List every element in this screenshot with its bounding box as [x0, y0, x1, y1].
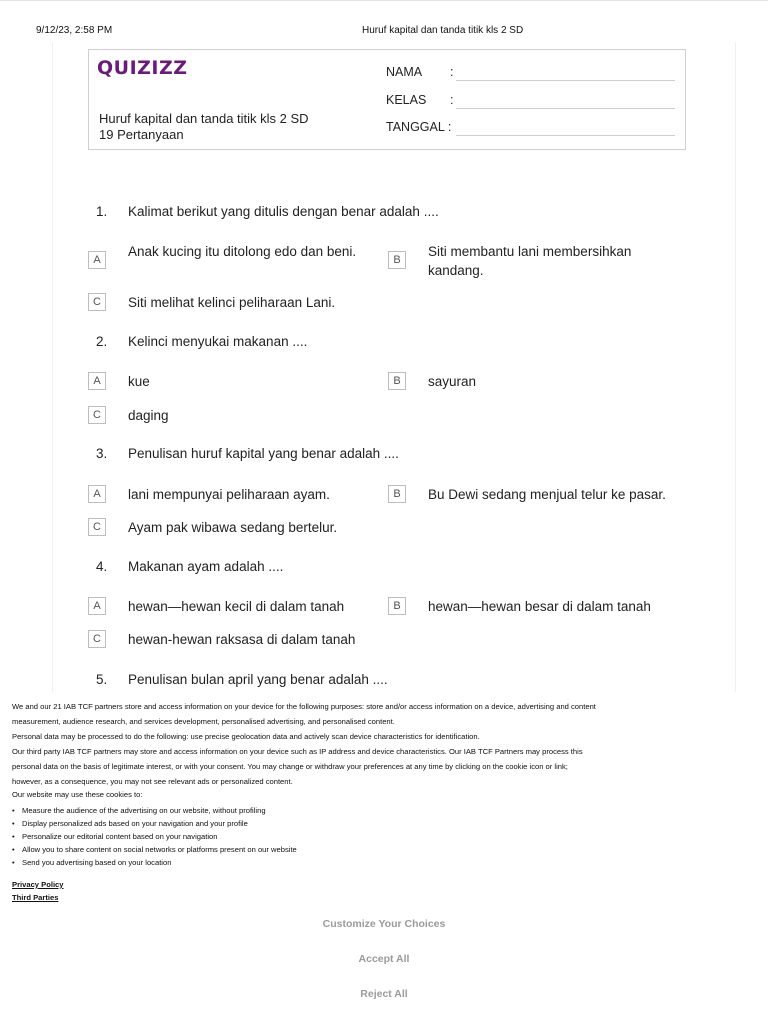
consent-text-line: however, as a consequence, you may not see relevant ads or personalized content. [12, 777, 293, 786]
question-text: Makanan ayam adalah .... [128, 559, 284, 574]
question-count: 19 Pertanyaan [99, 127, 184, 142]
class-field-line [456, 108, 675, 109]
option-text: Siti membantu lani membersihkan kandang. [428, 244, 632, 278]
cookie-consent-banner [0, 692, 768, 1024]
question-number: 4. [96, 559, 108, 574]
option-letter-box: A [88, 597, 106, 615]
option-text: lani mempunyai peliharaan ayam. [128, 487, 330, 502]
question-number: 3. [96, 446, 108, 461]
option-letter-box: C [88, 518, 106, 536]
print-datetime: 9/12/23, 2:58 PM [36, 25, 113, 36]
class-colon: : [450, 93, 454, 107]
option-text: Ayam pak wibawa sedang bertelur. [128, 520, 338, 535]
name-field-line [456, 80, 675, 81]
consent-text-line: Our third party IAB TCF partners may store and access information on your device such as IP address and device characteristics. Our IAB TCF Partners may process this [12, 747, 583, 756]
option-letter-box: B [388, 251, 406, 269]
consent-text-line: personal data on the basis of legitimate interest, or with your consent. You may change or withdraw your preferences at any time by clicking on the cookie icon or link; [12, 762, 568, 771]
date-field-line [456, 135, 675, 136]
option-text: Siti melihat kelinci peliharaan Lani. [128, 295, 336, 310]
option-letter-box: B [388, 597, 406, 615]
consent-bullet: • Personalize our editorial content based on your navigation [12, 832, 217, 841]
accept-all-button[interactable]: Accept All [358, 953, 410, 965]
option-letter-box: C [88, 630, 106, 648]
consent-text-line: Personal data may be processed to do the following: use precise geolocation data and actively scan device characteristics for identification. [12, 732, 480, 741]
option-text: hewan-hewan raksasa di dalam tanah [128, 632, 356, 647]
privacy-policy-link[interactable]: Privacy Policy [12, 880, 64, 889]
option-text: Bu Dewi sedang menjual telur ke pasar. [428, 487, 666, 502]
class-label: KELAS [386, 93, 427, 107]
consent-bullet: • Send you advertising based on your location [12, 858, 171, 867]
name-label: NAMA [386, 65, 423, 79]
name-colon: : [450, 65, 454, 79]
option-text: sayuran [428, 374, 477, 389]
question-text: Kalimat berikut yang ditulis dengan benar adalah .... [128, 204, 439, 219]
consent-text-line: We and our 21 IAB TCF partners store and access information on your device for the following purposes: store and/or access information on a device, advertising and content [12, 702, 596, 711]
consent-bullet: • Display personalized ads based on your navigation and your profile [12, 819, 248, 828]
question-text: Penulisan huruf kapital yang benar adalah .... [128, 446, 399, 461]
option-letter-box: C [88, 293, 106, 311]
quizizz-logo: QUIZIZZ [97, 57, 188, 79]
consent-bullet: • Measure the audience of the advertising on our website, without profiling [12, 806, 266, 815]
consent-text-line: measurement, audience research, and services development, personalised advertising, and personalised content. [12, 717, 395, 726]
customize-choices-button[interactable]: Customize Your Choices [322, 918, 446, 930]
print-doc-title: Huruf kapital dan tanda titik kls 2 SD [362, 25, 524, 36]
option-text: hewan—hewan besar di dalam tanah [428, 599, 651, 614]
option-letter-box: A [88, 251, 106, 269]
option-letter-box: B [388, 485, 406, 503]
consent-text-line: Our website may use these cookies to: [12, 790, 143, 799]
quiz-title: Huruf kapital dan tanda titik kls 2 SD [99, 111, 309, 126]
consent-bullet: • Allow you to share content on social networks or platforms present on our website [12, 845, 297, 854]
option-letter-box: C [88, 406, 106, 424]
question-number: 1. [96, 204, 108, 219]
reject-all-button[interactable]: Reject All [360, 988, 408, 1000]
option-text: kue [128, 374, 150, 389]
question-number: 2. [96, 334, 108, 349]
option-letter-box: A [88, 372, 106, 390]
question-text: Kelinci menyukai makanan .... [128, 334, 308, 349]
date-label: TANGGAL : [386, 120, 452, 134]
third-parties-link[interactable]: Third Parties [12, 893, 59, 902]
question-number: 5. [96, 672, 108, 687]
question-text: Penulisan bulan april yang benar adalah .... [128, 672, 388, 687]
print-header [0, 0, 768, 41]
option-letter-box: B [388, 372, 406, 390]
option-text: Anak kucing itu ditolong edo dan beni. [128, 244, 357, 259]
option-letter-box: A [88, 485, 106, 503]
option-text: hewan—hewan kecil di dalam tanah [128, 599, 345, 614]
option-text: daging [128, 408, 169, 423]
